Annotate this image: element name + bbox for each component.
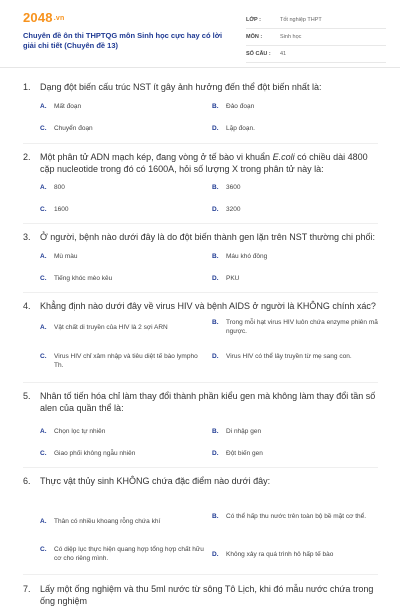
option-text: Di nhập gen (226, 428, 262, 435)
option-4c[interactable] (40, 352, 206, 370)
option-letter: C. (40, 450, 47, 457)
option-1a[interactable] (40, 102, 200, 111)
option-4d[interactable] (212, 352, 382, 361)
option-letter: C. (40, 546, 47, 553)
divider (23, 574, 378, 575)
question-text: Thực vật thủy sinh KHÔNG chứa đặc điểm nào dưới đây: (40, 476, 271, 486)
logo-suffix: .vn (53, 15, 65, 23)
option-letter: D. (212, 125, 219, 132)
option-1c[interactable] (40, 124, 200, 133)
question-1 (23, 81, 378, 93)
meta-value: Sinh học (280, 34, 302, 40)
option-text: 3600 (226, 184, 241, 191)
option-text: Thân có nhiều khoang rỗng chứa khí (54, 518, 161, 525)
divider (23, 467, 378, 468)
option-5d[interactable] (212, 449, 372, 458)
option-letter: B. (212, 513, 219, 520)
question-5 (23, 390, 378, 414)
question-7 (23, 583, 378, 607)
option-letter: B. (212, 253, 219, 260)
site-logo[interactable] (23, 10, 64, 25)
meta-label: MÔN : (246, 34, 263, 40)
question-text-part: có chiều dài 4800 cặp nucleotide trong đó có 1600A, hỏi số lượng X trong phân tử này là: (40, 152, 368, 174)
meta-table (246, 12, 386, 63)
option-3c[interactable] (40, 274, 200, 283)
option-text: Lặp đoạn. (226, 125, 255, 132)
page-header (0, 0, 400, 68)
question-number: 7. (23, 584, 31, 594)
option-letter: D. (212, 450, 219, 457)
divider (23, 223, 378, 224)
option-letter: C. (40, 353, 47, 360)
option-letter: A. (40, 324, 47, 331)
option-1b[interactable] (212, 102, 372, 111)
option-text: Có diệp lục thực hiện quang hợp tổng hợp chất hữu cơ cho riêng mình. (54, 546, 204, 562)
option-letter: A. (40, 103, 47, 110)
meta-label: SỐ CÂU : (246, 51, 271, 57)
option-4b[interactable] (212, 318, 382, 336)
option-text: Giao phối không ngẫu nhiên (54, 450, 136, 457)
meta-row-subject (246, 29, 386, 46)
option-text: Máu khó đông (226, 253, 268, 260)
option-5b[interactable] (212, 427, 372, 436)
question-number: 5. (23, 391, 31, 401)
question-text: Ở người, bệnh nào dưới đây là do đột biến thành gen lặn trên NST thường chi phối: (40, 232, 376, 242)
option-text: Virus HIV chỉ xâm nhập và tiêu diệt tế bào lympho Th. (54, 353, 198, 369)
option-text: Chuyển đoạn (54, 125, 93, 132)
question-text: Nhân tố tiến hóa chỉ làm thay đổi thành phần kiểu gen mà không làm thay đổi tần số alen của quần thể là: (40, 391, 376, 413)
meta-row-count (246, 46, 386, 63)
question-6 (23, 475, 378, 487)
question-number: 2. (23, 152, 31, 162)
option-letter: A. (40, 428, 47, 435)
question-text-part: Một phân tử ADN mạch kép, đang vòng ở tế bào vi khuẩn (40, 152, 273, 162)
option-letter: A. (40, 518, 47, 525)
question-text: Lấy một ống nghiệm và thu 5ml nước từ sông Tô Lịch, khi đó mẫu nước chứa trong ống nghiệm (40, 584, 374, 606)
option-letter: C. (40, 206, 47, 213)
question-text: Khẳng định nào dưới đây về virus HIV và bệnh AIDS ở người là KHÔNG chính xác? (40, 301, 376, 311)
option-text: Vật chất di truyền của HIV là 2 sợi ARN (54, 324, 168, 331)
question-number: 1. (23, 82, 31, 92)
option-letter: D. (212, 275, 219, 282)
divider (23, 292, 378, 293)
question-number: 4. (23, 301, 31, 311)
option-text: Mù màu (54, 253, 78, 260)
option-text: Trong mỗi hạt virus HIV luôn chứa enzyme phiên mã ngược. (226, 319, 378, 335)
option-letter: D. (212, 551, 219, 558)
option-letter: A. (40, 253, 47, 260)
question-text (40, 151, 378, 175)
option-letter: D. (212, 206, 219, 213)
option-3a[interactable] (40, 252, 200, 261)
option-letter: B. (212, 428, 219, 435)
option-6b[interactable] (212, 512, 382, 521)
meta-label: LỚP : (246, 17, 261, 23)
option-6c[interactable] (40, 545, 206, 563)
option-text: Tiếng khóc mèo kêu (54, 275, 113, 282)
logo-text: 2048 (23, 10, 53, 25)
question-number: 3. (23, 232, 31, 242)
meta-value: 41 (280, 51, 287, 57)
option-5c[interactable] (40, 449, 200, 458)
option-5a[interactable] (40, 427, 200, 436)
option-3b[interactable] (212, 252, 372, 261)
option-3d[interactable] (212, 274, 372, 283)
option-6d[interactable] (212, 550, 382, 559)
option-4a[interactable] (40, 323, 206, 332)
option-letter: B. (212, 184, 219, 191)
question-3 (23, 231, 378, 243)
option-letter: A. (40, 184, 47, 191)
option-2d[interactable] (212, 205, 372, 214)
option-text: Virus HIV có thể lây truyền từ mẹ sang con. (226, 353, 352, 360)
option-2b[interactable] (212, 183, 372, 192)
question-text: Dạng đột biến cấu trúc NST ít gây ảnh hưởng đến thể đột biến nhất là: (40, 82, 322, 92)
option-text: 1600 (54, 206, 69, 213)
option-text: 3200 (226, 206, 241, 213)
option-1d[interactable] (212, 124, 372, 133)
document-title: Chuyên đề ôn thi THPTQG môn Sinh học cực hay có lời giải chi tiết (Chuyên đề 13) (23, 31, 223, 50)
option-2c[interactable] (40, 205, 200, 214)
option-text: Chọn lọc tự nhiên (54, 428, 106, 435)
option-letter: C. (40, 125, 47, 132)
option-text: Không xảy ra quá trình hô hấp tế bào (226, 551, 334, 558)
option-text: Có thể hấp thu nước trên toàn bộ bề mặt cơ thể. (226, 513, 367, 520)
meta-row-class (246, 12, 386, 29)
divider (23, 143, 378, 144)
question-2 (23, 151, 378, 175)
option-text: Đảo đoạn (226, 103, 255, 110)
option-letter: D. (212, 353, 219, 360)
question-4 (23, 300, 378, 312)
meta-value: Tốt nghiệp THPT (280, 17, 322, 23)
question-text-italic: E.coli (272, 152, 295, 162)
option-text: Mất đoạn (54, 103, 82, 110)
option-text: PKU (226, 275, 240, 282)
divider (23, 382, 378, 383)
option-6a[interactable] (40, 517, 206, 526)
option-letter: B. (212, 103, 219, 110)
option-text: Đột biến gen (226, 450, 263, 457)
option-2a[interactable] (40, 183, 200, 192)
option-letter: B. (212, 319, 219, 326)
question-number: 6. (23, 476, 31, 486)
option-letter: C. (40, 275, 47, 282)
option-text: 800 (54, 184, 65, 191)
